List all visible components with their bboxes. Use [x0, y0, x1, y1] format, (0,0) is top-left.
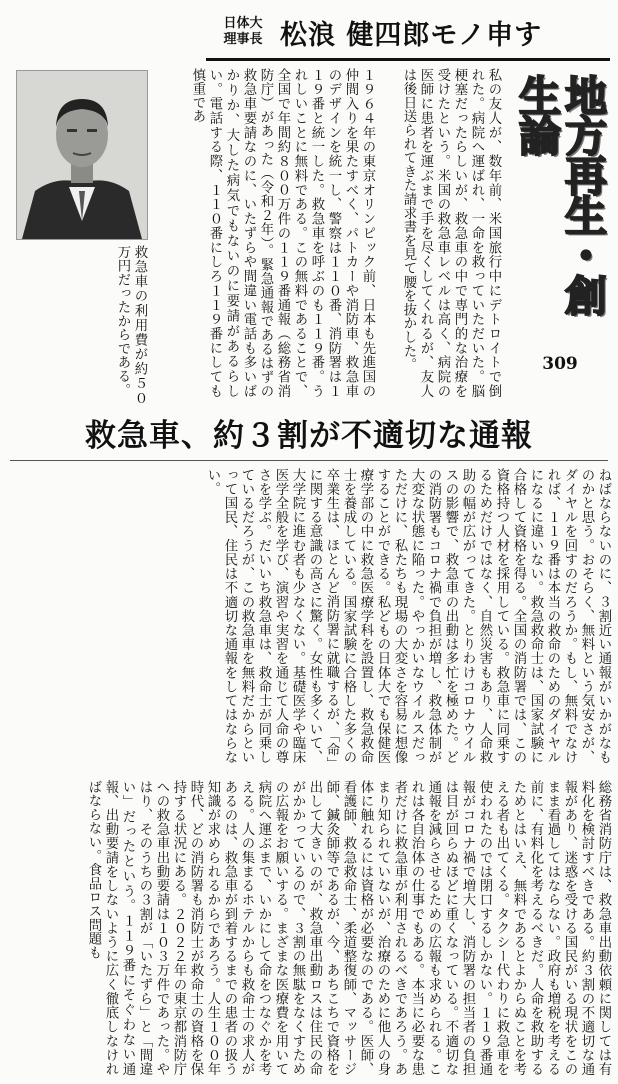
header-rule [206, 58, 610, 61]
column-header [206, 6, 610, 58]
body-column-under-photo: 救急車の利用費が約５０万円だったからである。 [115, 245, 147, 405]
article-headline: 救急車、約３割が不適切な通報 [85, 418, 533, 454]
body-lower-row-2: 総務省消防庁は、救急車出動依頼に関しては有料化を検討すべきである。約３割の不適切な通報があり、迷惑を受ける国民がいる現状をこのまま看過してはならない。政府も増税を考える前に、有料化を考えるべきだ。人命を救助するためとはいえ、無料であるとよからぬことを考える者も出てくる。タクシー代わりに救急車を使われたのでは閉口するしかない。１１９番通報がコロナ禍で増大し、消防署の担当者の負担は目が回らぬほどに重くなっている。不適切な通報を減らさせるための広報も求められる。これは各自治体の仕事でもある。本当に必要な患者だけに救急車が利用されるべきであろう。あまり知られていないが、治療のために他人の身体に触れるには資格が必要なのである。医師、看護師、救急救命士、柔道整復師、マッサージ師、鍼灸師等であるが、今、あちこちで資格を出して大きいのが、救急車出動ロスは住民の命がかかっているので、３割の無駄をなくすための広報をお願いする。まざまな医療費を用いて病院へ運ぶまで、いかにして命をつなぐかを考える。人の集まるホテルからも救命士の求人があるのは、救急車が到着するまでの患者の扱う知識が求められるからであろう。人生１００年時代、どの消防署も消防士が救命士の資格を保持する状況にある。２０２２年の東京都消防庁への救急車出動要請は１０３万件であった。やはり、そのうちの３割が「いたずら」と「間違い」だったという。１１９番にそぐわない通報、出動要請をしないように広く徹底しなければならない。食品ロス問題も [86, 780, 611, 1076]
body-column-main: １９６４年の東京オリンピック前、日本も先進国の仲間入りを果たすべく、パトカーや消防車、救急車のデザインを統一し、警察は１１０番、消防署は１１９番と統一した。救急車を呼ぶのも１１９番。うれしいことに無料である。この無料であることで、全国で年間約８００万件の１１９番通報（総務省消防庁）があった（令和２年）。緊急通報であるはずの救急車要請なのに、いたずらや間違い電話も多いばかりか、大した病気でもないのに要請があるらしい。電話する際、１１０番にしろ１１９番にしても慎重であ [190, 68, 375, 398]
affiliation-line-1: 日体大 [223, 16, 263, 31]
body-column-opening: 私の友人が、数年前、米国旅行中にデトロイトで倒れた。病院へ運ばれ、一命を救っていただいた。脳梗塞だったらしいが、救急車の中で専門的な治療を受けたという。米国の救急車レベルは高く、病院の医師に患者を運ぶまで手を尽くしてくれるが、友人は後日送られてきた請求書を見て腰を抜かした。 [401, 68, 501, 398]
article-body-lower [8, 468, 612, 1076]
column-title: 松浪 健四郎モノ申す [280, 19, 543, 51]
affiliation-line-2: 理事長 [223, 32, 263, 47]
series-title: 地方再生・創生論 [513, 74, 608, 314]
headline-rule [10, 460, 608, 461]
series-banner [508, 74, 612, 374]
portrait-photo [16, 70, 148, 240]
body-lower-row-1: ねばならないのに、３割近い通報がいかがなものかと思う。おそらく、無料という気安さが、ダイヤルを回すのだろうか。もし、無料でなければ、１１９番は本当の救命のためのダイヤルになるに違いない。救急救命士は、国家試験に合格して資格を得る。全国の消防署では、この資格持つ人材を採用している。救急車に同乗するためだけではなく、自然災害もあり、人命救助の幅が広がってきた。とりわけコロナウイルスの影響で、救急車の出動は多忙を極めた。どの消防署もコロナ禍で負担が増し、救急体制が大変な状態に陥った。やっかいなウイルスだっただけに、私たちも現場の大変さを容易に想像することができる。私どもの日体大でも保健医療学部の中に救急医療学科を設置し、救急救命士を養成している。国家試験に合格した多くの卒業生は、ほとんど消防署に就職するが、「命」に関する意識の高さに驚く。女性も多くいて、大学院に進む者も少なくない。基礎医学や臨床医学全般を学び、演習や実習を通じて人命の尊さを学ぶ。だいいち救急車は、救命士が同乗しているだろうが、この救急車を無料だからといって国民、住民は不適切な通報をしてはならない。 [205, 468, 611, 764]
author-affiliation [206, 16, 280, 48]
series-number: 309 [542, 354, 578, 374]
portrait-image [17, 71, 147, 239]
